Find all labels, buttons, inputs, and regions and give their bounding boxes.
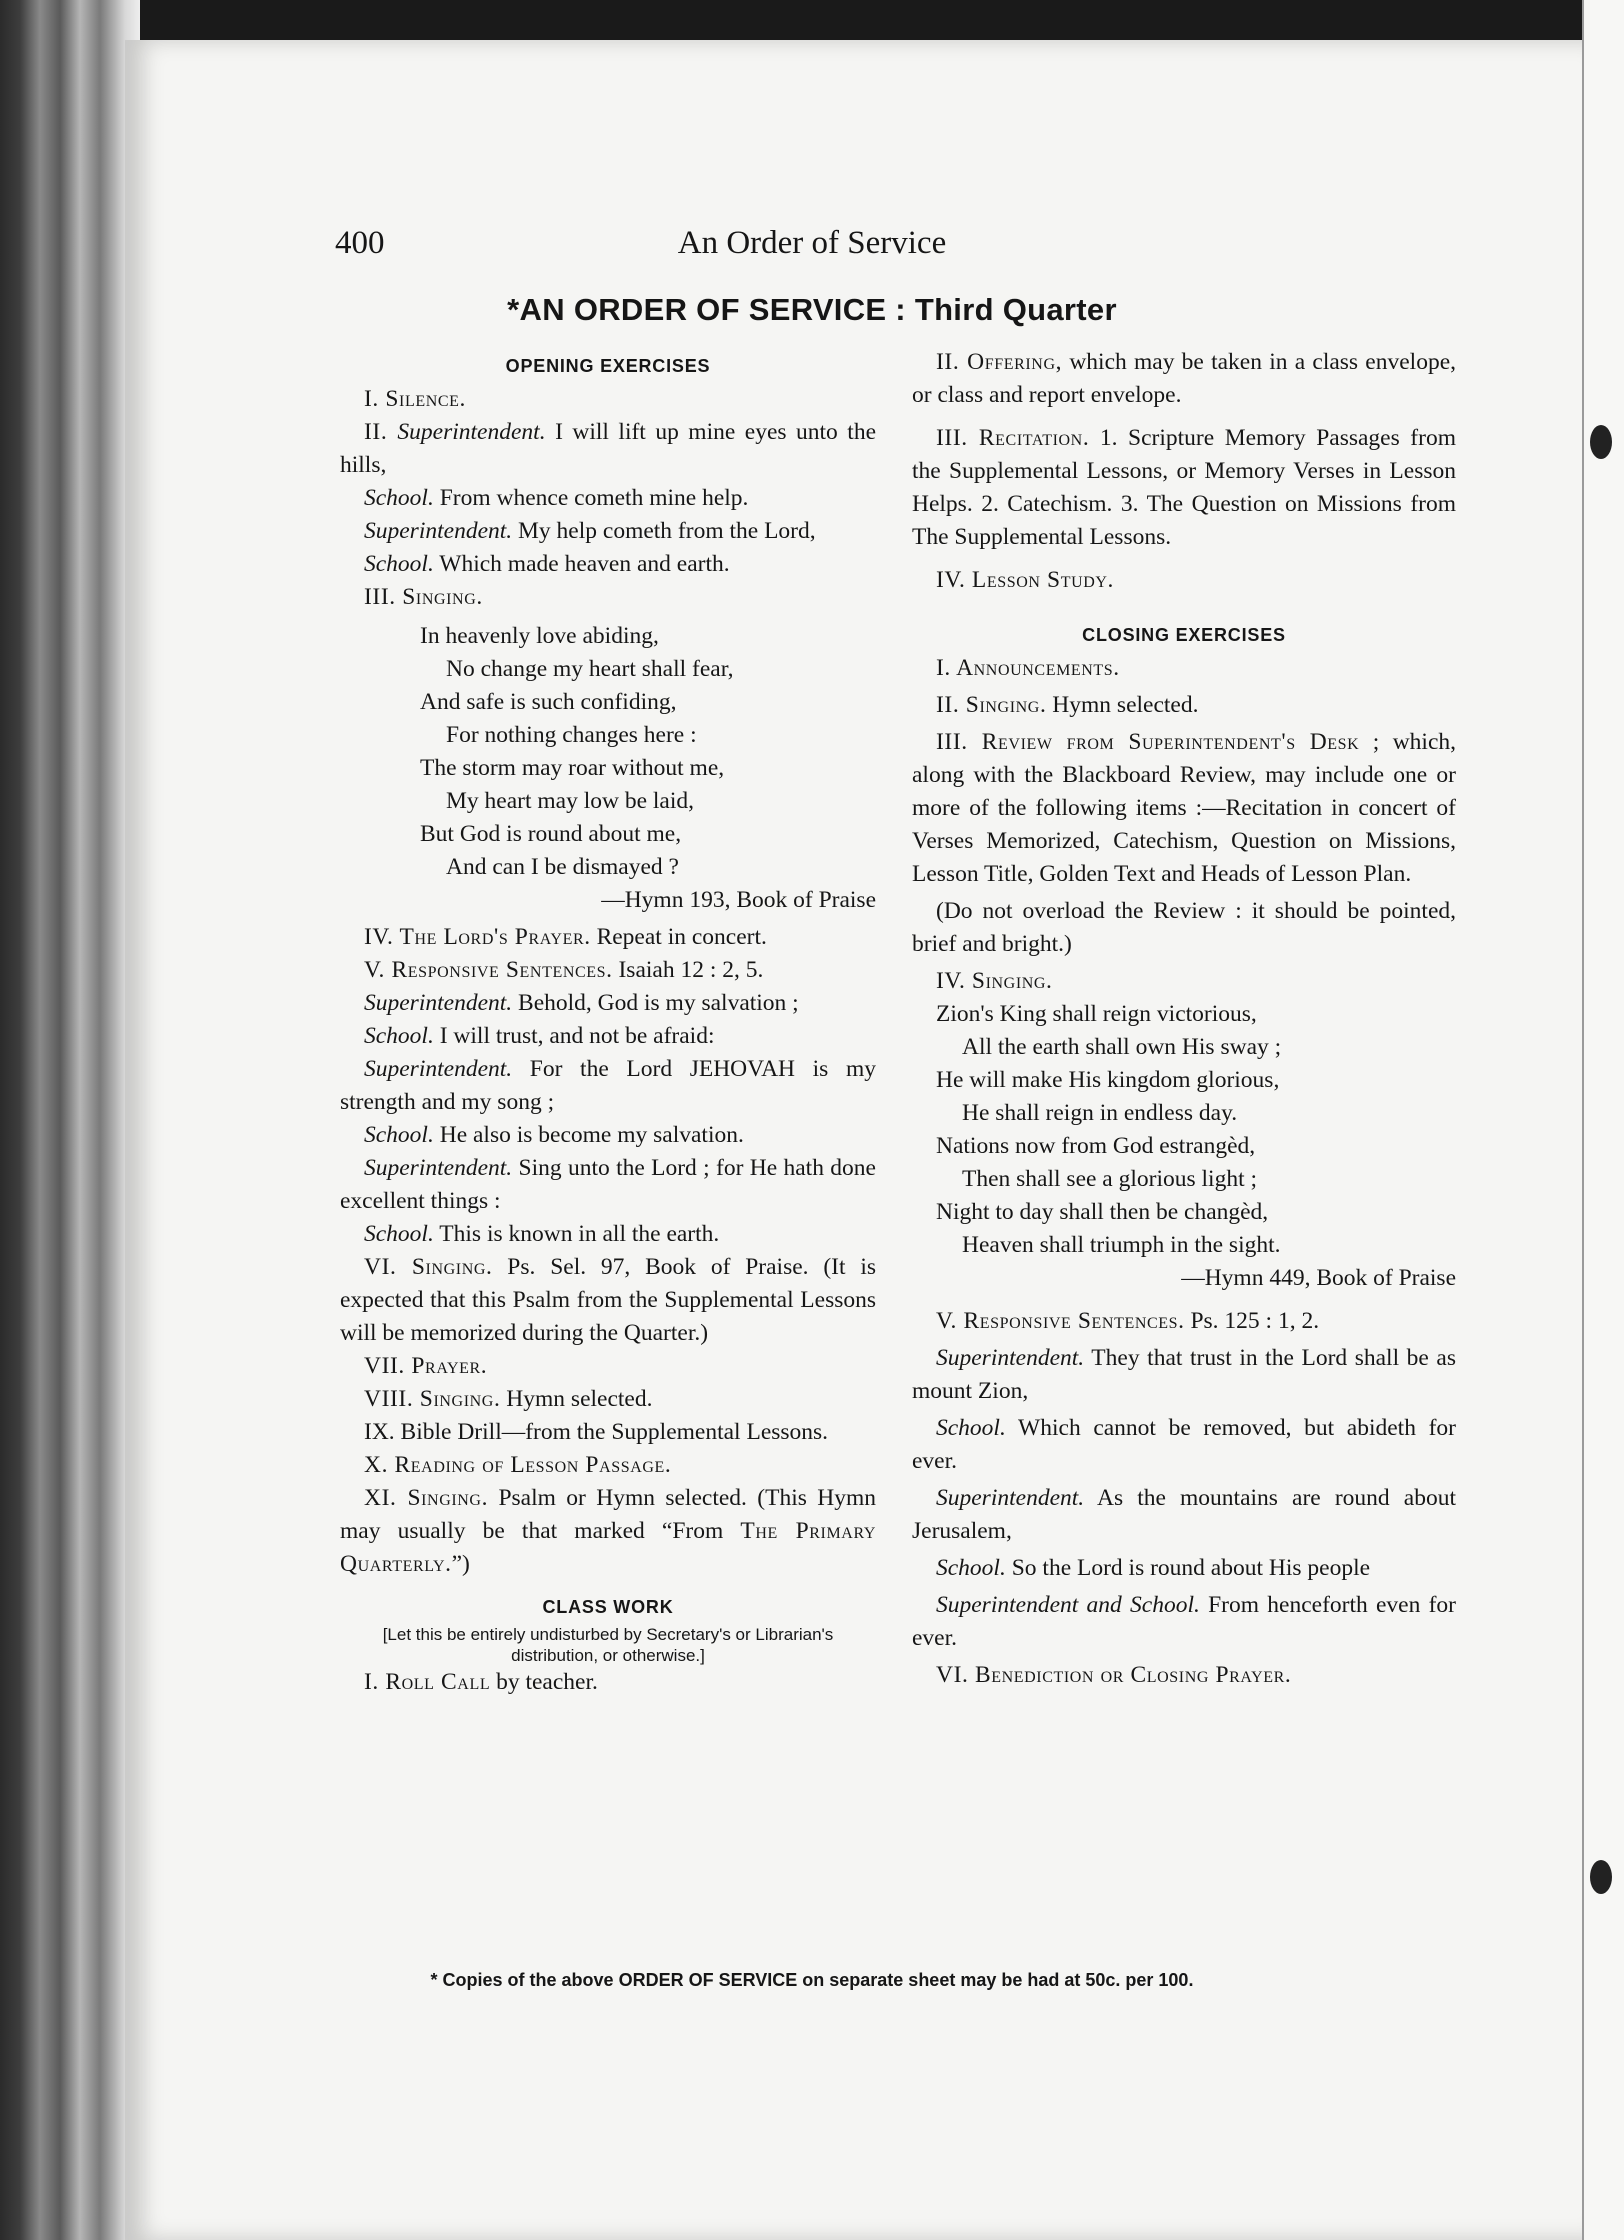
hymn-line: He shall reign in endless day.: [962, 1100, 1238, 1126]
item-responsive-sentences: V. Responsive Sentences. Isaiah 12 : 2, 5.: [364, 957, 764, 983]
item-bible-drill: IX. Bible Drill—from the Supplemental Lessons.: [364, 1419, 829, 1445]
response-line: Superintendent. My help cometh from the Lord,: [364, 518, 816, 544]
item-psalm-singing: VI. Singing. Ps. Sel. 97, Book of Praise. (It is expected that this Psalm from the Supplemental Lessons will be memorized during the Quarter.): [340, 1254, 876, 1346]
item-closing-singing: II. Singing. Hymn selected.: [936, 692, 1199, 718]
item-singing-hymn: VIII. Singing. Hymn selected.: [364, 1386, 653, 1412]
item-closing-responsive: V. Responsive Sentences. Ps. 125 : 1, 2.: [936, 1308, 1320, 1334]
punch-hole: [1590, 425, 1612, 459]
hymn-line: All the earth shall own His sway ;: [962, 1034, 1282, 1060]
item-announcements: I. Announcements.: [936, 655, 1120, 681]
hymn-line: For nothing changes here :: [446, 722, 697, 748]
response-line: School. So the Lord is round about His people: [936, 1555, 1371, 1581]
opening-exercises-heading: OPENING EXERCISES: [505, 356, 711, 376]
item-lesson-study: IV. Lesson Study.: [936, 567, 1115, 593]
response-line: School. From whence cometh mine help.: [364, 485, 749, 511]
item-benediction: VI. Benediction or Closing Prayer.: [936, 1662, 1292, 1688]
running-head: [0, 225, 1624, 275]
hymn-449: [912, 998, 1456, 1295]
hymn-line: And safe is such confiding,: [420, 689, 677, 715]
page-number: 400: [335, 225, 385, 261]
left-column: [340, 350, 876, 1699]
book-binding: [0, 0, 140, 2240]
response-line: Superintendent. Sing unto the Lord ; for He hath done excellent things :: [340, 1155, 876, 1214]
response-line: School. Which cannot be removed, but abideth for ever.: [912, 1415, 1456, 1474]
response-line: Superintendent and School. From henceforth even for ever.: [912, 1592, 1456, 1651]
hymn-line: Then shall see a glorious light ;: [962, 1166, 1258, 1192]
punch-hole: [1590, 1860, 1612, 1894]
next-page-edge: [1582, 0, 1624, 2240]
item-silence: I. Silence.: [364, 386, 466, 412]
hymn-line: Night to day shall then be changèd,: [936, 1199, 1269, 1225]
hymn-line: But God is round about me,: [420, 821, 682, 847]
hymn-line: Nations now from God estrangèd,: [936, 1133, 1256, 1159]
hymn-line: My heart may low be laid,: [446, 788, 694, 814]
right-column: [912, 346, 1456, 1692]
class-work-heading: CLASS WORK: [542, 1597, 674, 1617]
closing-exercises-heading: CLOSING EXERCISES: [1082, 625, 1286, 645]
response-line: Superintendent. They that trust in the Lord shall be as mount Zion,: [912, 1345, 1456, 1404]
hymn-line: No change my heart shall fear,: [446, 656, 734, 682]
response-line: Superintendent. As the mountains are round about Jerusalem,: [912, 1485, 1456, 1544]
hymn-line: He will make His kingdom glorious,: [936, 1067, 1280, 1093]
item-closing-hymn: IV. Singing.: [936, 968, 1053, 994]
review-note: (Do not overload the Review : it should be pointed, brief and bright.): [912, 898, 1456, 957]
item-singing-psalm: XI. Singing. Psalm or Hymn selected. (This Hymn may usually be that marked “From The Primary Quarterly.”): [340, 1485, 876, 1577]
response-line: School. Which made heaven and earth.: [364, 551, 730, 577]
response-line: Superintendent. Behold, God is my salvation ;: [364, 990, 799, 1016]
hymn-line: The storm may roar without me,: [420, 755, 725, 781]
hymn-line: Zion's King shall reign victorious,: [936, 1001, 1257, 1027]
item-recitation: III. Recitation. 1. Scripture Memory Passages from the Supplemental Lessons, or Memory Verses in Lesson Helps. 2. Catechism. 3. The Question on Missions from The Supplemental Lessons.: [912, 425, 1456, 550]
response-line: School. He also is become my salvation.: [364, 1122, 744, 1148]
hymn-193: [340, 620, 876, 917]
footnote: * Copies of the above ORDER OF SERVICE on separate sheet may be had at 50c. per 100.: [430, 1970, 1194, 1990]
running-title: An Order of Service: [677, 225, 947, 261]
item-review: III. Review from Superintendent's Desk ; which, along with the Blackboard Review, may include one or more of the following items :—Recitation in concert of Verses Memorized, Catechism, Question on Missions, Lesson Title, Golden Text and Heads of Lesson Plan.: [912, 729, 1456, 887]
hymn-attribution: —Hymn 193, Book of Praise: [601, 887, 876, 913]
class-work-note: [Let this be entirely undisturbed by Secretary's or Librarian's distribution, or otherwise.]: [382, 1625, 834, 1665]
item-lords-prayer: IV. The Lord's Prayer. Repeat in concert.: [364, 924, 767, 950]
hymn-line: In heavenly love abiding,: [420, 623, 659, 649]
response-line: Superintendent. For the Lord JEHOVAH is my strength and my song ;: [340, 1056, 876, 1115]
item-superintendent: II. Superintendent. I will lift up mine eyes unto the hills,: [340, 419, 876, 478]
hymn-line: Heaven shall triumph in the sight.: [962, 1232, 1281, 1258]
item-reading: X. Reading of Lesson Passage.: [364, 1452, 672, 1478]
hymn-line: And can I be dismayed ?: [446, 854, 679, 880]
item-offering: II. Offering, which may be taken in a class envelope, or class and report envelope.: [912, 349, 1457, 408]
item-prayer: VII. Prayer.: [364, 1353, 488, 1379]
item-roll-call: I. Roll Call by teacher.: [364, 1669, 598, 1695]
response-line: School. I will trust, and not be afraid:: [364, 1023, 715, 1049]
response-line: School. This is known in all the earth.: [364, 1221, 720, 1247]
hymn-attribution: —Hymn 449, Book of Praise: [1181, 1265, 1456, 1291]
main-title: *AN ORDER OF SERVICE : Third Quarter: [507, 292, 1117, 327]
item-singing: III. Singing.: [364, 584, 483, 610]
